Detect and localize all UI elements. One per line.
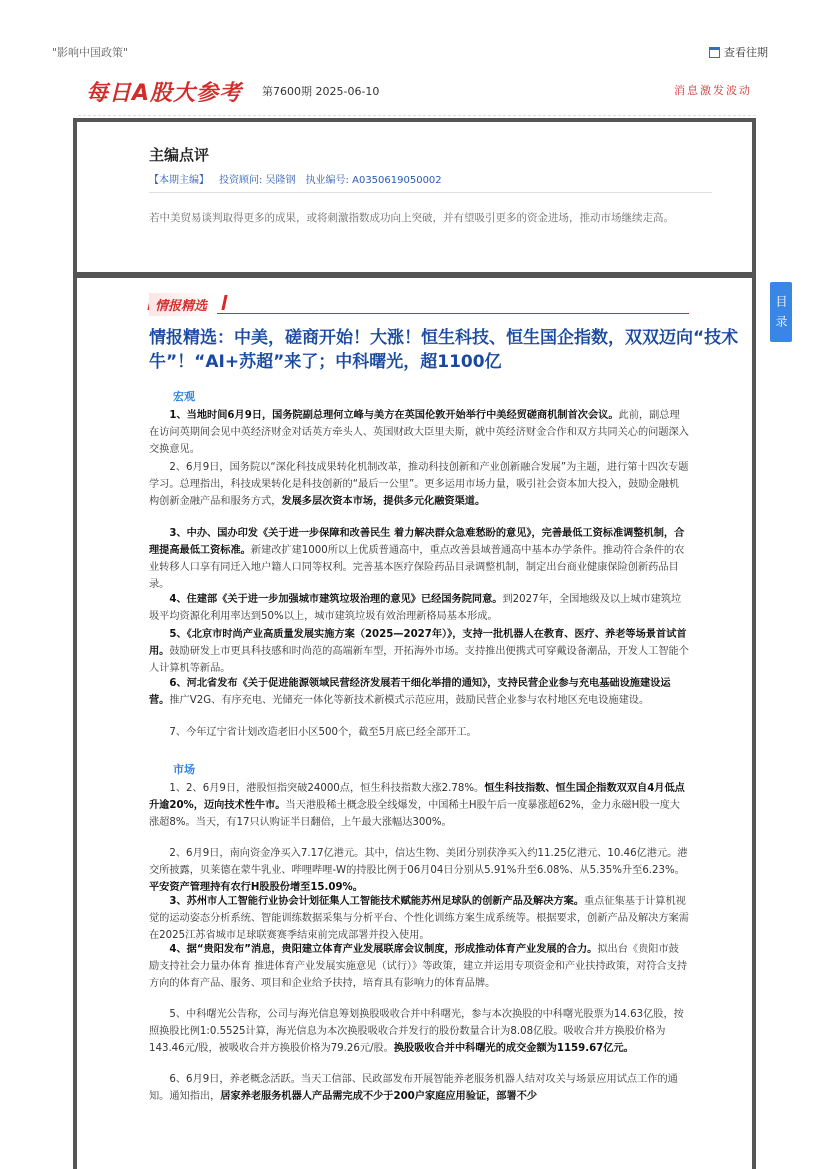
macro-item bbox=[149, 725, 689, 742]
editor-advisor: 投资顾问: 吴隆钢 bbox=[219, 175, 296, 186]
editor-title: 主编点评 bbox=[149, 146, 210, 164]
market-item-text: 拟出台《贵阳市鼓励支持社会力量办体育 推进体育产业发展实施意见（试行）》等政策，建立并运用专项资金和产业扶持政策，对符合支持方向的体育产品、服务、项目和企业给予扶持，培育具有影响力的体育品牌。 bbox=[149, 944, 688, 989]
macro-item bbox=[149, 460, 689, 511]
market-item-text: 当天港股稀土概念股全线爆发，中国稀土H股午后一度暴涨超62%，金力永磁H股一度大涨超8%。当天，有17只认购证半日翻倍，上午最大涨幅达300%。 bbox=[149, 799, 680, 828]
editor-meta bbox=[149, 171, 452, 186]
market-item-bold: 居家养老服务机器人产品需完成不少于200户家庭应用验证，部署不少 bbox=[220, 1090, 538, 1102]
editor-comment: 若中美贸易谈判取得更多的成果，或将刺激指数成功向上突破，并有望吸引更多的资金进场，推动市场继续走高。 bbox=[149, 212, 674, 224]
masthead bbox=[78, 70, 756, 116]
section-market: 市场 bbox=[173, 763, 195, 776]
editor-comment-panel bbox=[73, 118, 756, 276]
history-label: 查看往期 bbox=[724, 46, 768, 59]
macro-item bbox=[149, 627, 689, 678]
intel-panel bbox=[73, 274, 756, 1169]
macro-item bbox=[149, 408, 689, 459]
tag-bar-right bbox=[221, 295, 227, 310]
market-item-text: 6、6月9日，养老概念活跃。当天工信部、民政部发布开展智能养老服务机器人结对攻关与场景应用试点工作的通知。通知指出， bbox=[149, 1074, 678, 1102]
issue-info: 第7600期 2025-06-10 bbox=[262, 85, 380, 98]
macro-item-text: 到2027年，全国地级及以上城市建筑垃圾平均资源化利用率达到50%以上，城市建筑垃圾有效治理新格局基本形成。 bbox=[149, 594, 682, 622]
market-item-bold: 恒生科技指数、恒生国企指数双双自4月低点升逾20%，迈向技术性牛市。 bbox=[149, 783, 685, 811]
headline: 情报精选：中美，磋商开始！大涨！恒生科技、恒生国企指数，双双迈向“技术牛”！“AI+苏超”来了；中科曙光，超1100亿 bbox=[149, 328, 739, 372]
macro-item bbox=[149, 526, 689, 594]
market-item-bold: 3、苏州市人工智能行业协会计划征集人工智能技术赋能苏州足球队的创新产品及解决方案。 bbox=[169, 896, 584, 907]
macro-item-text: 新建改扩建1000所以上优质普通高中，重点改善县域普通高中基本办学条件。推动符合条件的农业转移人口享有同迁入地户籍人口同等权利。完善基本医疗保险药品目录调整机制，制定出台商业健康保险创新药品目录。 bbox=[149, 544, 685, 590]
macro-item bbox=[149, 592, 689, 626]
intel-tag-row bbox=[149, 292, 689, 314]
macro-item-text: 2、6月9日，国务院以“深化科技成果转化机制改革，推动科技创新和产业创新融合发展”为主题，进行第十四次专题学习。总理指出，科技成果转化是科技创新的“最后一公里”。更多运用市场力量，吸引社会资本加大投入，鼓励金融机构创新金融产品和服务方式， bbox=[149, 462, 689, 507]
macro-item bbox=[149, 676, 689, 710]
intel-tag: 情报精选 bbox=[149, 293, 217, 316]
market-item bbox=[149, 1072, 689, 1106]
macro-item-bold: 1、当地时间6月9日，国务院副总理何立峰与美方在英国伦敦开始举行中美经贸磋商机制首次会议。 bbox=[169, 410, 619, 421]
macro-item-bold: 6、河北省发布《关于促进能源领域民营经济发展若干细化举措的通知》，支持民营企业参与充电基础设施建设运营。 bbox=[149, 678, 671, 706]
logo: 每日A股大参考 bbox=[86, 81, 243, 106]
editor-tag: 【本期主编】 bbox=[149, 175, 209, 186]
slogan: "影响中国政策" bbox=[52, 46, 129, 59]
history-link[interactable] bbox=[709, 44, 768, 60]
market-item-text: 重点征集基于计算机视觉的运动姿态分析系统、智能训练数据采集与分析平台、个性化训练方案生成系统等。根据要求，创新产品及解决方案需在2025江苏省城市足球联赛赛季结束前完成部署并投入使用。 bbox=[149, 896, 689, 941]
market-item bbox=[149, 846, 689, 897]
market-item-text: 5、中科曙光公告称，公司与海光信息筹划换股吸收合并中科曙光，参与本次换股的中科曙光股票为14.63亿股，按照换股比例1:0.5525计算，海光信息为本次换股吸收合并发行的股份数量合计为8.08亿股。吸收合并方换股价格为143.46元/股，被吸收合并方换股价格为79.26元/股。 bbox=[149, 1009, 684, 1054]
macro-item-bold: 3、中办、国办印发《关于进一步保障和改善民生 着力解决群众急难愁盼的意见》，完善最低工资标准调整机制，合理提高最低工资标准。 bbox=[149, 528, 685, 556]
macro-item-text: 7、今年辽宁省计划改造老旧小区500个，截至5月底已经全部开工。 bbox=[169, 727, 477, 738]
macro-item-bold: 发展多层次资本市场，提供多元化融资渠道。 bbox=[281, 495, 486, 507]
divider bbox=[149, 192, 712, 193]
market-item bbox=[149, 781, 689, 832]
top-bar bbox=[0, 0, 826, 70]
motto: 消息激发波动 bbox=[674, 84, 752, 97]
market-item bbox=[149, 942, 689, 993]
macro-item-bold: 4、住建部《关于进一步加强城市建筑垃圾治理的意见》已经国务院同意。 bbox=[169, 594, 503, 605]
macro-item-text: 此前，副总理在访问英期间会见中英经济财金对话英方牵头人、英国财政大臣里夫斯，就中英经济财金合作和双方共同关心的问题深入交换意见。 bbox=[149, 410, 689, 455]
market-item bbox=[149, 894, 689, 945]
market-item-text: 1、2、6月9日，港股恒指突破24000点，恒生科技指数大涨2.78%。 bbox=[169, 783, 485, 794]
editor-license: 执业编号: A0350619050002 bbox=[305, 175, 442, 186]
macro-item-text: 推广V2G、有序充电、光储充一体化等新技术新模式示范应用，鼓励民营企业参与农村地区充电设施建设。 bbox=[169, 694, 650, 706]
toc-button[interactable]: 目录 bbox=[770, 282, 792, 342]
section-macro: 宏观 bbox=[173, 390, 195, 403]
macro-item-text: 鼓励研发上市更具科技感和时尚范的高端新车型，开拓海外市场。支持推出便携式可穿戴设备潮品，开发人工智能个人计算机等新品。 bbox=[149, 645, 689, 674]
market-item-bold: 平安资产管理持有农行H股股份增至15.09%。 bbox=[149, 881, 363, 893]
market-item-bold: 换股吸收合并中科曙光的成交金额为1159.67亿元。 bbox=[393, 1042, 634, 1054]
market-item-bold: 4、据“贵阳发布”消息，贵阳建立体育产业发展联席会议制度，形成推动体育产业发展的合力。 bbox=[169, 944, 598, 955]
calendar-icon bbox=[709, 47, 720, 58]
market-item bbox=[149, 1007, 689, 1058]
macro-item-bold: 5、《北京市时尚产业高质量发展实施方案（2025—2027年）》，支持一批机器人在教育、医疗、养老等场景首试首用。 bbox=[149, 629, 687, 657]
market-item-text: 2、6月9日，南向资金净买入7.17亿港元。其中，信达生物、美团分别获净买入约11.25亿港元、10.46亿港元。港交所披露，贝莱德在蒙牛乳业、哔哩哔哩-W的持股比例于06月04日分别从5.91%升至6.08%、从5.35%升至6.23%。 bbox=[149, 848, 688, 876]
